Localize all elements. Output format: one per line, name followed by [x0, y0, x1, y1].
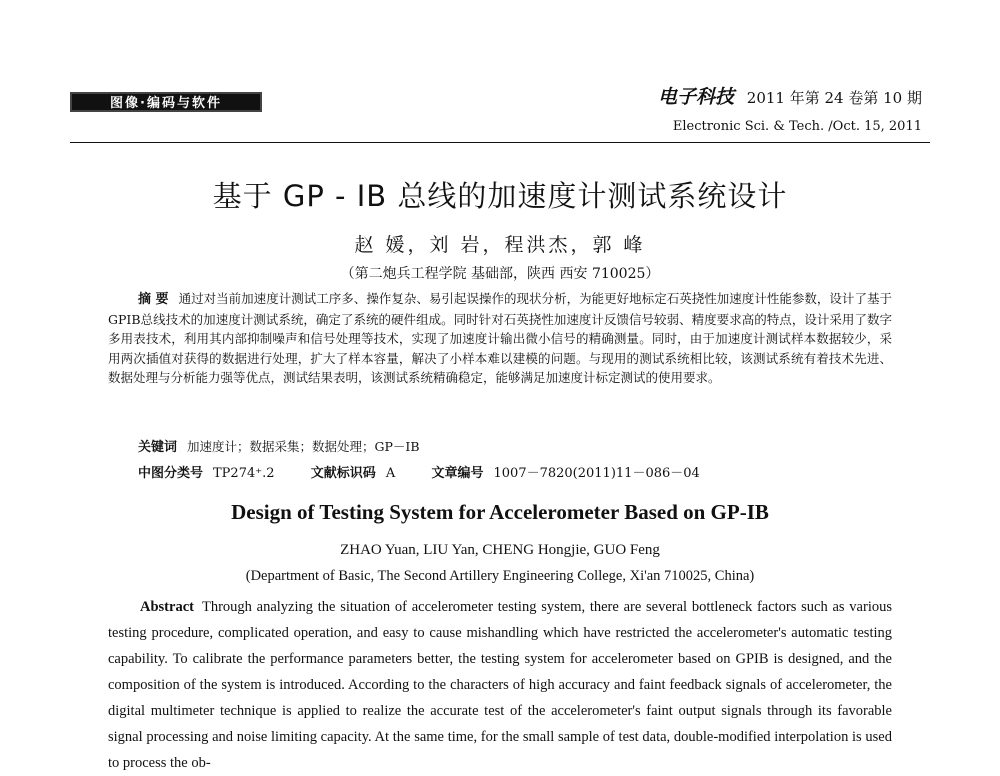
- article-no-label: 文章编号: [431, 466, 484, 481]
- doc-code-value: A: [385, 466, 396, 481]
- journal-name: 电子科技: [658, 86, 735, 108]
- english-abstract: [108, 594, 892, 776]
- chinese-keywords-text: 加速度计；数据采集；数据处理；GP－IB: [187, 439, 420, 454]
- classification-line: [138, 462, 700, 481]
- chinese-keywords: [138, 436, 420, 455]
- journal-header: [658, 82, 922, 134]
- section-tag: 图像·编码与软件: [70, 92, 262, 112]
- english-affiliation: (Department of Basic, The Second Artillery Engineering College, Xi'an 710025, China): [245, 568, 755, 584]
- article-no-value: 1007－7820(2011)11－086－04: [493, 466, 700, 481]
- header-divider: [70, 142, 930, 143]
- journal-issue: 2011 年第 24 卷第 10 期: [746, 89, 922, 107]
- chinese-keywords-label: 关键词: [138, 440, 178, 455]
- english-authors: ZHAO Yuan, LIU Yan, CHENG Hongjie, GUO Feng: [340, 542, 660, 558]
- english-title: Design of Testing System for Accelerometer Based on GP-IB: [231, 500, 769, 524]
- chinese-authors: 赵 媛，刘 岩，程洪杰，郭 峰: [354, 234, 646, 256]
- english-abstract-text: Through analyzing the situation of accelerometer testing system, there are several bottleneck factors such as various testing procedure, complicated operation, and easy to cause mishandling which have restricted the accelerometer's automatic testing capability. To calibrate the performance parameters better, the testing system for accelerometer based on GPIB is designed, and the composition of the system is introduced. According to the characters of high accuracy and faint feedback signals of accelerometer, the digital multimeter technique is applied to realize the accurate test of the accelerometer's faint output signals through its favorable signal processing and noise limiting capacity. At the same time, for the small sample of test data, double-modified interpolation is used to process the ob-: [108, 599, 892, 771]
- clc-label: 中图分类号: [138, 466, 204, 481]
- clc-value: TP274⁺.2: [213, 466, 275, 481]
- chinese-abstract-text: 通过对当前加速度计测试工序多、操作复杂、易引起误操作的现状分析，为能更好地标定石英挠性加速度计性能参数，设计了基于GPIB总线技术的加速度计测试系统，确定了系统的硬件组成。同时针对石英挠性加速度计反馈信号较弱、精度要求高的特点，设计采用了数字多用表技术，利用其内部抑制噪声和信号处理等技术，实现了加速度计输出微小信号的精确测量。同时，由于加速度计测试样本数据较少，采用两次插值对获得的数据进行处理，扩大了样本容量，解决了小样本难以建模的问题。与现用的测试系统相比较，该测试系统有着技术先进、数据处理与分析能力强等优点，测试结果表明，该测试系统精确稳定，能够满足加速度计标定测试的使用要求。: [108, 291, 892, 385]
- chinese-affiliation: （第二炮兵工程学院 基础部，陕西 西安 710025）: [340, 266, 660, 282]
- journal-issue-line: [658, 82, 922, 109]
- chinese-abstract-label: 摘 要: [138, 292, 169, 307]
- english-abstract-label: Abstract: [140, 599, 194, 615]
- chinese-abstract: [108, 289, 892, 388]
- doc-code-label: 文献标识码: [310, 466, 376, 481]
- chinese-title: 基于 GP - IB 总线的加速度计测试系统设计: [212, 179, 788, 213]
- journal-english-citation: Electronic Sci. & Tech. /Oct. 15, 2011: [672, 119, 922, 134]
